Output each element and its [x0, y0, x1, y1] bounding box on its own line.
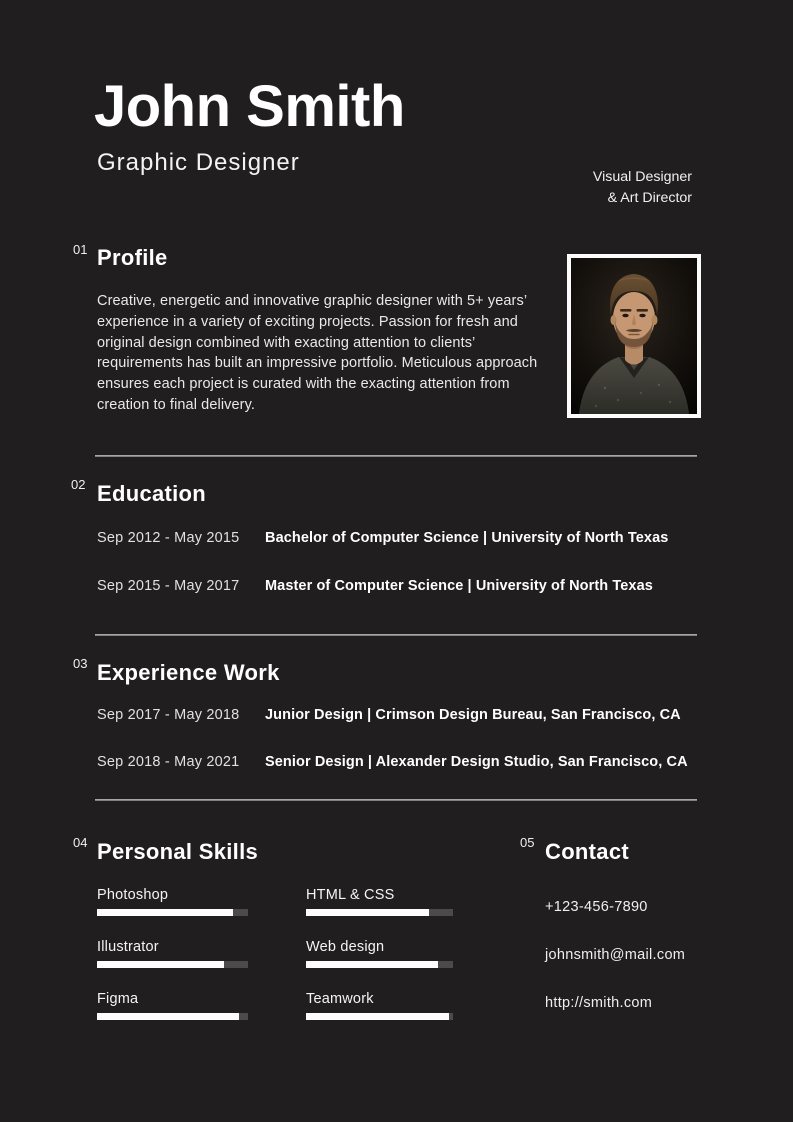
profile-section-number: 01: [73, 242, 88, 257]
person-role: Graphic Designer: [97, 149, 300, 176]
person-name: John Smith: [94, 74, 405, 139]
skill-label: Photoshop: [97, 887, 169, 903]
skills-column-right: [306, 886, 453, 1042]
tagline-line-2: & Art Director: [607, 190, 692, 206]
divider: [95, 799, 697, 801]
skill-label: Web design: [306, 939, 385, 955]
skill-item: [306, 990, 453, 1020]
skill-item: [97, 938, 248, 968]
skill-item: [306, 886, 453, 916]
skills-section-title: Personal Skills: [97, 839, 259, 864]
experience-section-title: Experience Work: [97, 660, 280, 685]
education-dates: Sep 2012 - May 2015: [97, 530, 240, 546]
skill-bar-fill: [306, 909, 429, 916]
experience-dates: Sep 2017 - May 2018: [97, 707, 240, 723]
skill-item: [306, 938, 453, 968]
contact-phone: +123-456-7890: [545, 899, 648, 915]
divider: [95, 634, 697, 636]
contact-section-title: Contact: [545, 839, 629, 864]
experience-section-number: 03: [73, 656, 88, 671]
education-dates: Sep 2015 - May 2017: [97, 578, 240, 594]
tagline-line-1: Visual Designer: [592, 169, 692, 185]
contact-website: http://smith.com: [545, 995, 653, 1011]
skill-label: HTML & CSS: [306, 887, 395, 903]
portrait-illustration: [571, 258, 697, 414]
tagline: [593, 167, 692, 209]
education-section-number: 02: [71, 477, 86, 492]
experience-dates: Sep 2018 - May 2021: [97, 754, 240, 770]
skill-bar-fill: [97, 1013, 239, 1020]
education-entry: [97, 578, 737, 594]
skill-bar-track: [306, 909, 453, 916]
portrait-photo: [567, 254, 701, 418]
skill-label: Teamwork: [306, 991, 374, 1007]
experience-description: Junior Design | Crimson Design Bureau, San Francisco, CA: [265, 707, 681, 723]
contact-email: johnsmith@mail.com: [545, 947, 686, 963]
skill-bar-track: [306, 1013, 453, 1020]
skill-bar-fill: [97, 961, 224, 968]
contact-items: [545, 898, 685, 1042]
skill-bar-fill: [306, 1013, 449, 1020]
skill-label: Figma: [97, 991, 139, 1007]
experience-description: Senior Design | Alexander Design Studio, San Francisco, CA: [265, 754, 688, 770]
profile-section-title: Profile: [97, 245, 168, 270]
profile-summary: Creative, energetic and innovative graphic designer with 5+ years’ experience in a variety of exciting projects. Passion for fresh and original design combined with exacting attention to clients’ requirements has built an impressive portfolio. Meticulous approach ensures each project is curated with the exacting attention from creation to final delivery.: [97, 293, 538, 413]
skill-bar-fill: [97, 909, 233, 916]
skill-bar-fill: [306, 961, 438, 968]
education-description: Bachelor of Computer Science | University of North Texas: [265, 530, 669, 546]
skills-section-number: 04: [73, 835, 88, 850]
experience-entry: [97, 754, 737, 770]
skill-label: Illustrator: [97, 939, 159, 955]
skill-bar-track: [97, 909, 248, 916]
skill-item: [97, 990, 248, 1020]
education-description: Master of Computer Science | University of North Texas: [265, 578, 653, 594]
divider: [95, 455, 697, 457]
skill-bar-track: [97, 1013, 248, 1020]
education-entry: [97, 530, 737, 546]
contact-section-number: 05: [520, 835, 535, 850]
skill-bar-track: [306, 961, 453, 968]
skill-item: [97, 886, 248, 916]
skill-bar-track: [97, 961, 248, 968]
experience-entry: [97, 707, 737, 723]
education-section-title: Education: [97, 481, 207, 506]
skills-column-left: [97, 886, 248, 1042]
